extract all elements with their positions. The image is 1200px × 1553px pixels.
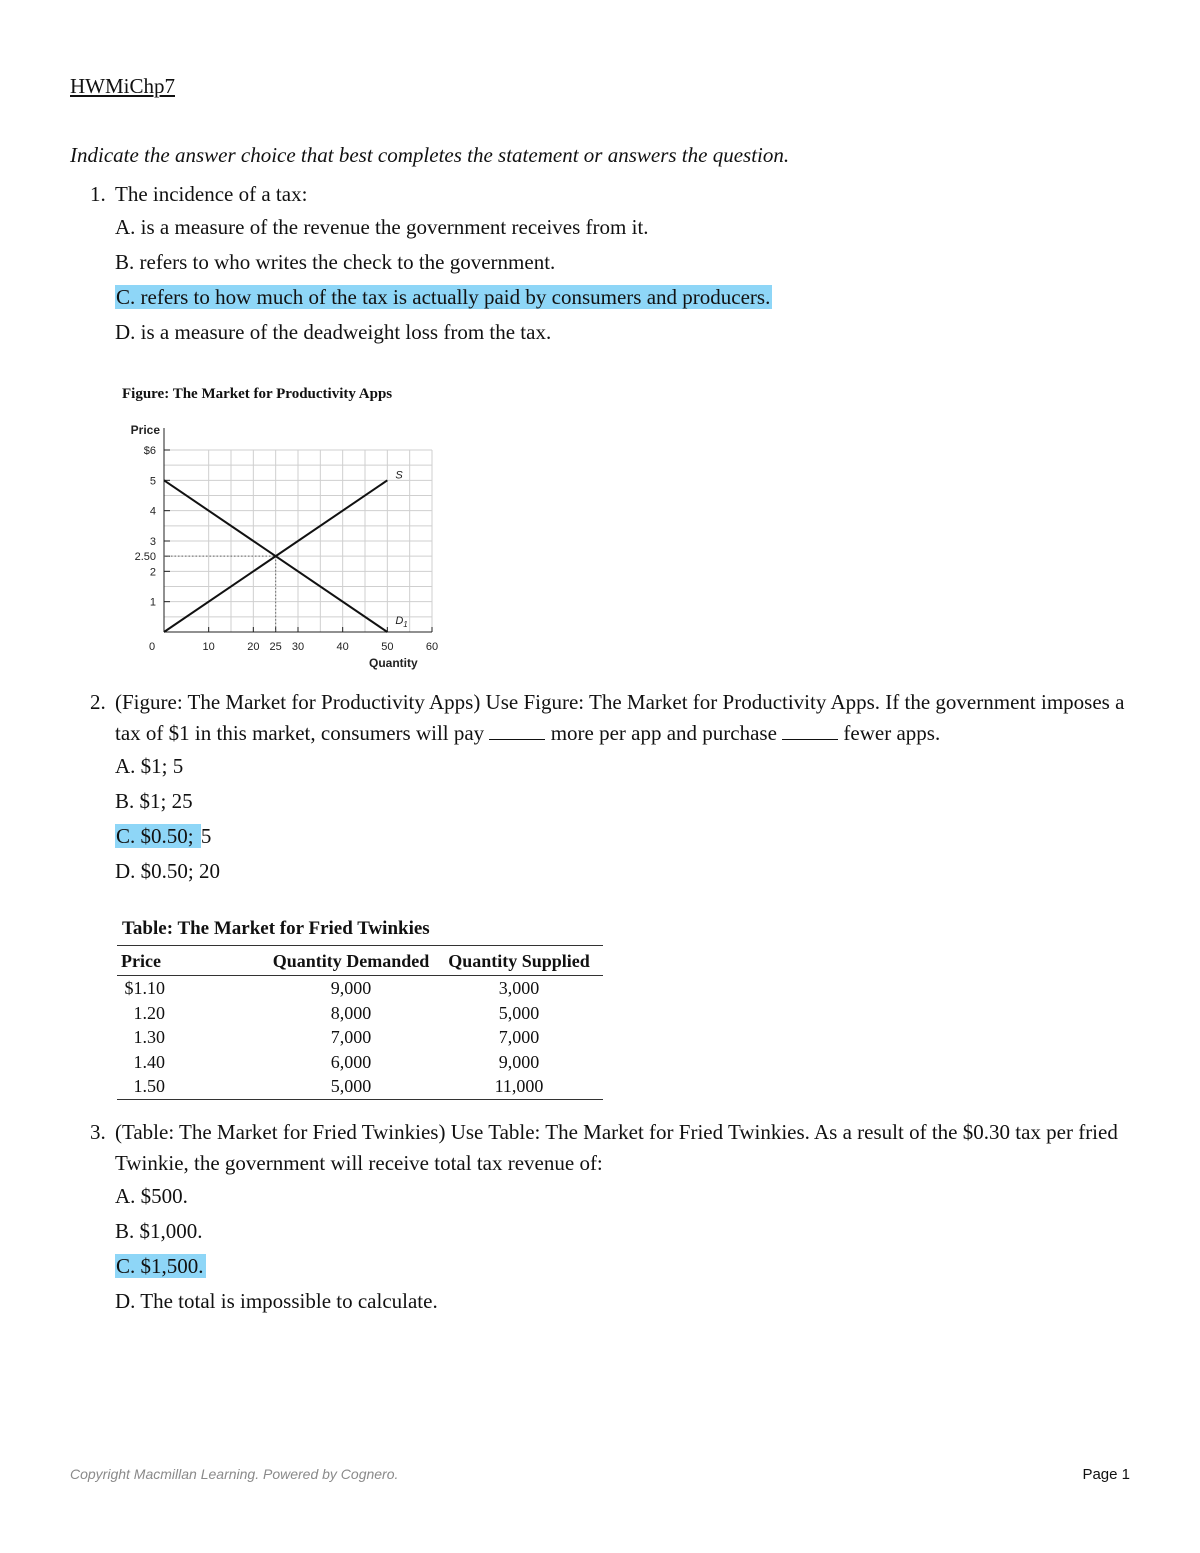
supply-curve-label: S [395,469,403,482]
y-tick-label: 1 [149,596,156,609]
answer-option-a[interactable]: A. is a measure of the revenue the government receives from it. [115,215,649,239]
table-row: 1.30 7,000 7,000 [133,1027,540,1047]
answer-option-d[interactable]: D. The total is impossible to calculate. [115,1289,438,1313]
answer-option-d[interactable]: D. $0.50; 20 [115,859,220,883]
answer-option-a[interactable]: A. $1; 5 [115,754,184,778]
y-tick-label: 5 [149,475,156,488]
footer-copyright: Copyright Macmillan Learning. Powered by Cognero. [70,1466,399,1482]
x-tick-label: 60 [425,641,439,653]
y-tick-label: 2.50 [134,551,156,564]
x-tick-label: 50 [381,641,394,653]
x-tick-label: 10 [202,641,215,653]
question-2 [90,687,1130,889]
answer-option-b[interactable]: B. $1,000. [115,1219,203,1243]
selected-highlight: C. refers to how much of the tax is actually paid by consumers and producers. [116,285,771,309]
question-number: 2. [90,690,106,714]
selected-highlight: C. $1,500. [116,1254,204,1278]
question-text: (Figure: The Market for Productivity Apps) Use Figure: The Market for Productivity Apps. If the government imposes a tax of $1 in this market, consumers will pay more per app and purchase fewer apps. [115,690,1125,745]
question-text: (Table: The Market for Fried Twinkies) Use Table: The Market for Fried Twinkies. As a result of the $0.30 tax per fried Twinkie, the government will receive total tax revenue of: [115,1120,1118,1175]
table-row: $1.10 9,000 3,000 [124,978,540,998]
demand-curve-label: $D_1$ [395,615,408,629]
y-tick-label: 4 [149,505,156,518]
column-header-quantity-demanded: Quantity Demanded [267,946,435,976]
answer-option-a[interactable]: A. $500. [115,1184,188,1208]
x-tick-label: 20 [247,641,260,653]
x-tick-label: 0 [148,641,156,653]
table-row: 1.20 8,000 5,000 [133,1002,540,1023]
x-axis-label: Quantity [368,656,418,670]
answer-option-b[interactable]: B. $1; 25 [115,789,193,813]
answer-option-c-selected[interactable] [115,280,1130,315]
answer-blank [782,721,838,740]
figure-title: Figure: The Market for Productivity Apps [122,386,393,402]
answer-blank [489,721,545,740]
selected-highlight: C. $0.50; [116,824,199,848]
table-header-row [117,946,603,976]
x-tick-label: 40 [336,641,349,653]
y-axis-label: Price [130,423,160,437]
answer-option-c-selected[interactable]: C. $0.50; 5 [116,824,212,848]
column-header-price: Price [117,946,267,976]
question-number: 3. [90,1120,106,1144]
question-1 [90,179,1130,350]
table-row: 1.40 6,000 9,000 [133,1051,540,1072]
document-title: HWMiChp7 [70,74,175,98]
twinkies-table [117,945,603,1100]
table-title: Table: The Market for Fried Twinkies [122,918,430,939]
answer-option-c-selected[interactable] [115,1249,1130,1284]
x-tick-label: 30 [291,641,305,653]
question-text: The incidence of a tax: [115,182,308,206]
answer-option-b[interactable]: B. refers to who writes the check to the government. [115,250,556,274]
question-3 [90,1117,1130,1319]
supply-demand-chart [110,416,450,676]
answer-option-d[interactable]: D. is a measure of the deadweight loss from the tax. [115,320,552,344]
x-tick-label: 25 [269,641,282,653]
column-header-quantity-supplied: Quantity Supplied [435,946,603,976]
y-tick-label: 2 [149,566,156,579]
footer-page-number: Page 1 [1082,1466,1130,1483]
question-number: 1. [90,182,106,206]
table-row: 1.50 5,000 11,000 [117,1074,603,1099]
instructions: Indicate the answer choice that best completes the statement or answers the question. [70,143,790,167]
y-tick-label: $6 [143,445,156,457]
y-tick-label: 3 [149,536,156,548]
